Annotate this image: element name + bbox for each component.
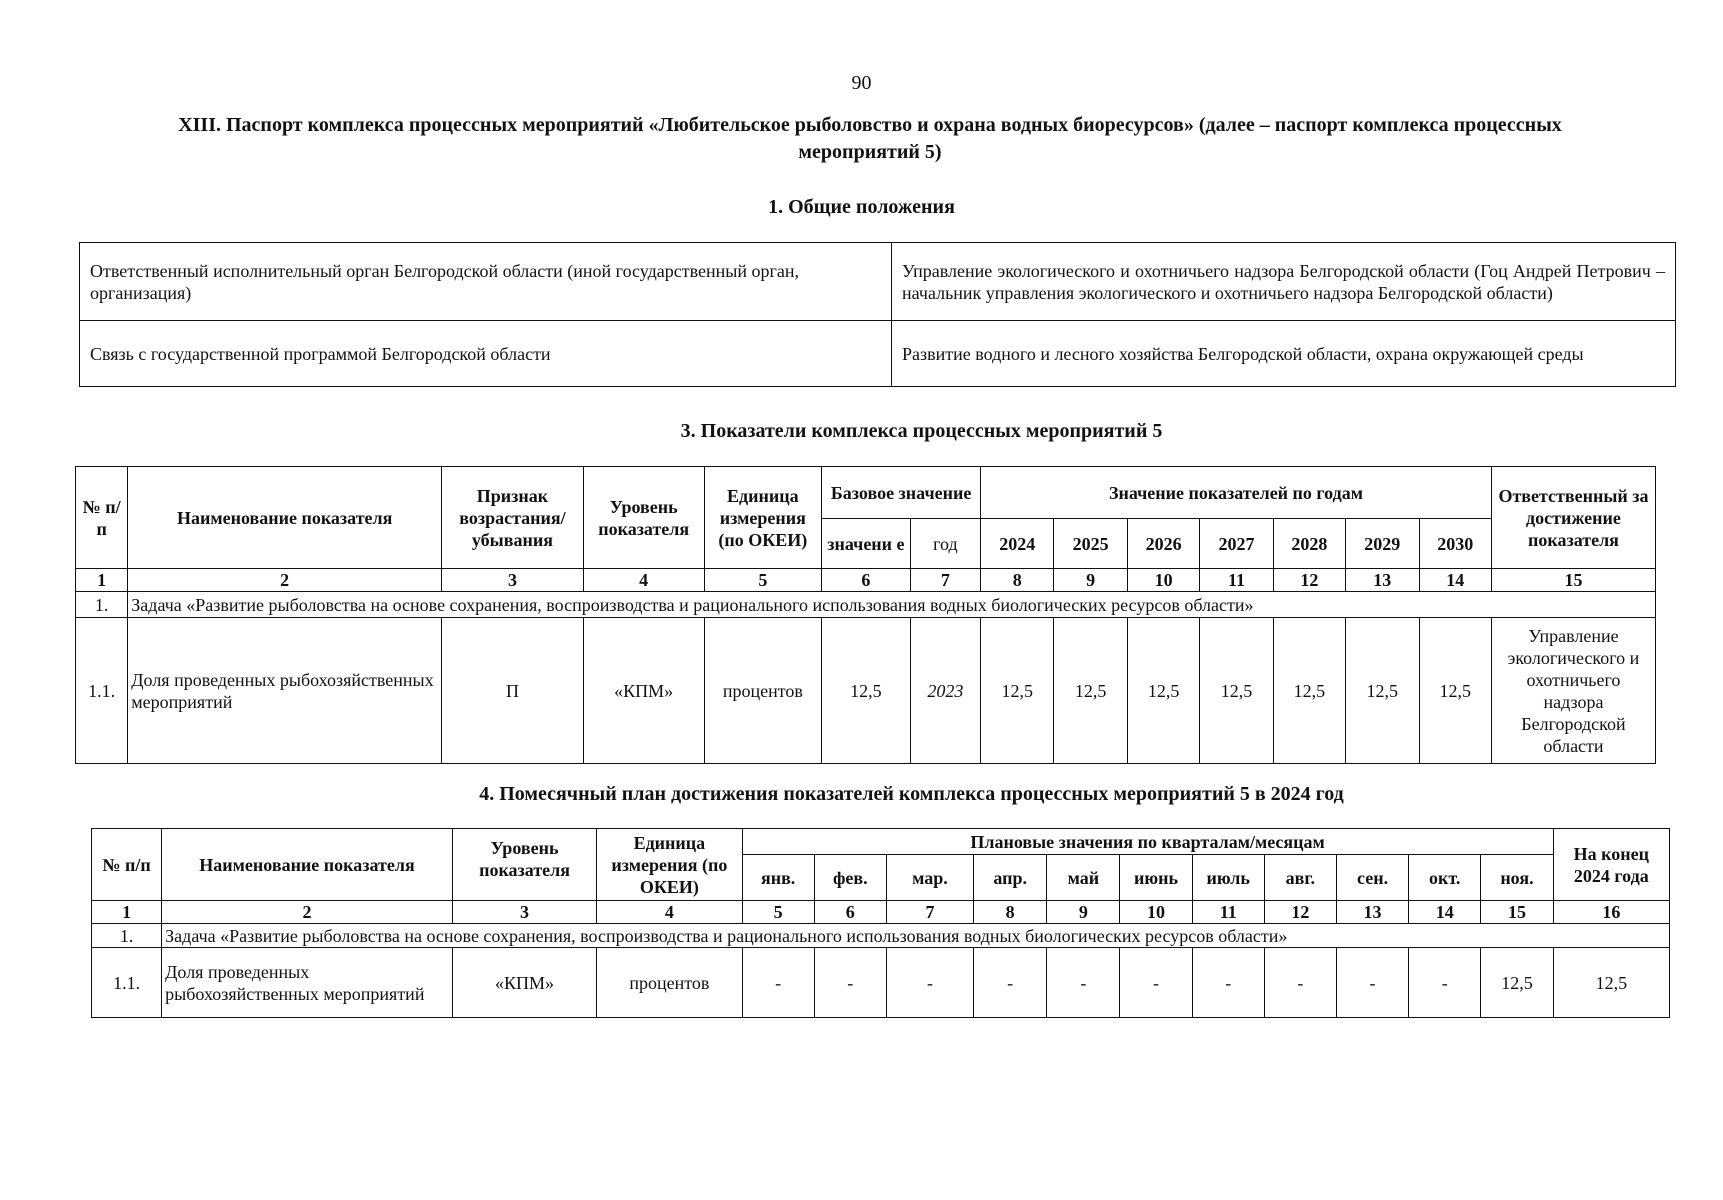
month-value: -: [814, 948, 886, 1018]
task-row: [76, 592, 1656, 618]
column-number: 13: [1336, 901, 1408, 924]
indicator-name: Доля проведенных рыбохозяйственных мероприятий: [162, 948, 453, 1018]
col-month-header: янв.: [742, 855, 814, 901]
col-month-header: авг.: [1264, 855, 1336, 901]
col-sign-header: Признак возрастания/ убывания: [442, 467, 584, 569]
indicator-name: Доля проведенных рыбохозяйственных мероприятий: [128, 618, 442, 764]
year-value: 12,5: [1419, 618, 1491, 764]
month-value: -: [1264, 948, 1336, 1018]
table-row: [76, 618, 1656, 764]
year-value: 12,5: [1054, 618, 1127, 764]
column-number: 7: [886, 901, 973, 924]
col-end-header: На конец 2024 года: [1553, 829, 1669, 901]
col-level-header: Уровень показателя: [452, 829, 596, 901]
month-value: -: [1409, 948, 1481, 1018]
column-number: 5: [704, 569, 822, 592]
column-number: 4: [583, 569, 704, 592]
responsible-label: Ответственный исполнительный орган Белгородской области (иной государственный орган, организация): [80, 243, 892, 321]
col-month-header: фев.: [814, 855, 886, 901]
col-month-header: апр.: [974, 855, 1047, 901]
task-text: Задача «Развитие рыболовства на основе сохранения, воспроизводства и рационального использования водных биологических ресурсов области»: [128, 592, 1656, 618]
column-number: 6: [822, 569, 911, 592]
column-number: 3: [442, 569, 584, 592]
indicator-level: «КПМ»: [452, 948, 596, 1018]
col-num-header: № п/п: [76, 467, 128, 569]
col-base-year-header: год: [910, 519, 980, 569]
general-info-row: [80, 321, 1676, 387]
col-years-header: Значение показателей по годам: [981, 467, 1492, 519]
col-base-header: Базовое значение: [822, 467, 981, 519]
col-months-header: Плановые значения по кварталам/месяцам: [742, 829, 1553, 855]
column-number: 14: [1419, 569, 1491, 592]
month-value: -: [886, 948, 973, 1018]
year-value: 12,5: [1273, 618, 1345, 764]
col-year-header: 2024: [981, 519, 1054, 569]
column-number: 6: [814, 901, 886, 924]
column-number: 2: [162, 901, 453, 924]
column-number: 8: [981, 569, 1054, 592]
end-of-year-value: 12,5: [1553, 948, 1669, 1018]
program-link-value: Развитие водного и лесного хозяйства Белгородской области, охрана окружающей среды: [892, 321, 1676, 387]
column-number: 10: [1127, 569, 1199, 592]
column-number: 5: [742, 901, 814, 924]
col-month-header: ноя.: [1481, 855, 1553, 901]
column-number: 9: [1047, 901, 1120, 924]
column-number: 15: [1481, 901, 1553, 924]
col-name-header: Наименование показателя: [128, 467, 442, 569]
col-year-header: 2028: [1273, 519, 1345, 569]
col-month-header: июнь: [1120, 855, 1192, 901]
column-number: 10: [1120, 901, 1192, 924]
monthly-plan-table: [91, 828, 1670, 1018]
indicators-table: [75, 466, 1656, 764]
section3-heading: 3. Показатели комплекса процессных мероприятий 5: [680, 420, 1163, 442]
column-number: 3: [452, 901, 596, 924]
column-number: 2: [128, 569, 442, 592]
task-row: [92, 924, 1670, 948]
month-value: -: [1336, 948, 1408, 1018]
column-number: 8: [974, 901, 1047, 924]
indicator-unit: процентов: [704, 618, 822, 764]
col-year-header: 2025: [1054, 519, 1127, 569]
header-row: [76, 467, 1656, 519]
col-month-header: май: [1047, 855, 1120, 901]
task-text: Задача «Развитие рыболовства на основе сохранения, воспроизводства и рационального использования водных биологических ресурсов области»: [162, 924, 1670, 948]
column-number: 11: [1200, 569, 1273, 592]
row-number: 1.1.: [92, 948, 162, 1018]
month-value: -: [974, 948, 1047, 1018]
column-number-row: [92, 901, 1670, 924]
general-info-table: [79, 242, 1676, 387]
month-value: 12,5: [1481, 948, 1553, 1018]
col-month-header: июль: [1192, 855, 1264, 901]
col-unit-header: Единица измерения (по ОКЕИ): [597, 829, 742, 901]
indicator-sign: П: [442, 618, 584, 764]
year-value: 12,5: [1346, 618, 1419, 764]
col-year-header: 2027: [1200, 519, 1273, 569]
column-number-row: [76, 569, 1656, 592]
column-number: 14: [1409, 901, 1481, 924]
column-number: 1: [92, 901, 162, 924]
col-month-header: мар.: [886, 855, 973, 901]
column-number: 9: [1054, 569, 1127, 592]
indicator-level: «КПМ»: [583, 618, 704, 764]
col-base-value-header: значени е: [822, 519, 911, 569]
program-link-label: Связь с государственной программой Белгородской области: [80, 321, 892, 387]
column-number: 16: [1553, 901, 1669, 924]
column-number: 12: [1273, 569, 1345, 592]
col-year-header: 2026: [1127, 519, 1199, 569]
base-value: 12,5: [822, 618, 911, 764]
column-number: 1: [76, 569, 128, 592]
month-value: -: [1047, 948, 1120, 1018]
task-number: 1.: [76, 592, 128, 618]
col-month-header: окт.: [1409, 855, 1481, 901]
task-number: 1.: [92, 924, 162, 948]
row-number: 1.1.: [76, 618, 128, 764]
column-number: 15: [1491, 569, 1655, 592]
responsible-value: Управление экологического и охотничьего надзора Белгородской области (Гоц Андрей Петрович – начальник управления экологического и охотничьего надзора Белгородской области): [892, 243, 1676, 321]
page-title: XIII. Паспорт комплекса процессных мероприятий «Любительское рыболовство и охрана водных биоресурсов» (далее – паспорт комплекса процессных мероприятий 5): [178, 114, 1562, 163]
general-info-row: [80, 243, 1676, 321]
indicator-unit: процентов: [597, 948, 742, 1018]
month-value: -: [1192, 948, 1264, 1018]
col-month-header: сен.: [1336, 855, 1408, 901]
responsible-org: Управление экологического и охотничьего надзора Белгородской области: [1491, 618, 1655, 764]
col-responsible-header: Ответственный за достижение показателя: [1491, 467, 1655, 569]
column-number: 4: [597, 901, 742, 924]
header-row: [92, 829, 1670, 855]
table-row: [92, 948, 1670, 1018]
year-value: 12,5: [1127, 618, 1199, 764]
page-number: 90: [851, 72, 872, 94]
column-number: 7: [910, 569, 980, 592]
col-num-header: № п/п: [92, 829, 162, 901]
year-value: 12,5: [981, 618, 1054, 764]
month-value: -: [1120, 948, 1192, 1018]
section1-heading: 1. Общие положения: [768, 196, 955, 218]
col-level-header: Уровень показателя: [583, 467, 704, 569]
month-value: -: [742, 948, 814, 1018]
col-name-header: Наименование показателя: [162, 829, 453, 901]
column-number: 11: [1192, 901, 1264, 924]
base-year: 2023: [910, 618, 980, 764]
col-year-header: 2030: [1419, 519, 1491, 569]
column-number: 12: [1264, 901, 1336, 924]
col-unit-header: Единица измерения (по ОКЕИ): [704, 467, 822, 569]
col-year-header: 2029: [1346, 519, 1419, 569]
column-number: 13: [1346, 569, 1419, 592]
section4-heading: 4. Помесячный план достижения показателей комплекса процессных мероприятий 5 в 2024 год: [479, 783, 1344, 805]
year-value: 12,5: [1200, 618, 1273, 764]
